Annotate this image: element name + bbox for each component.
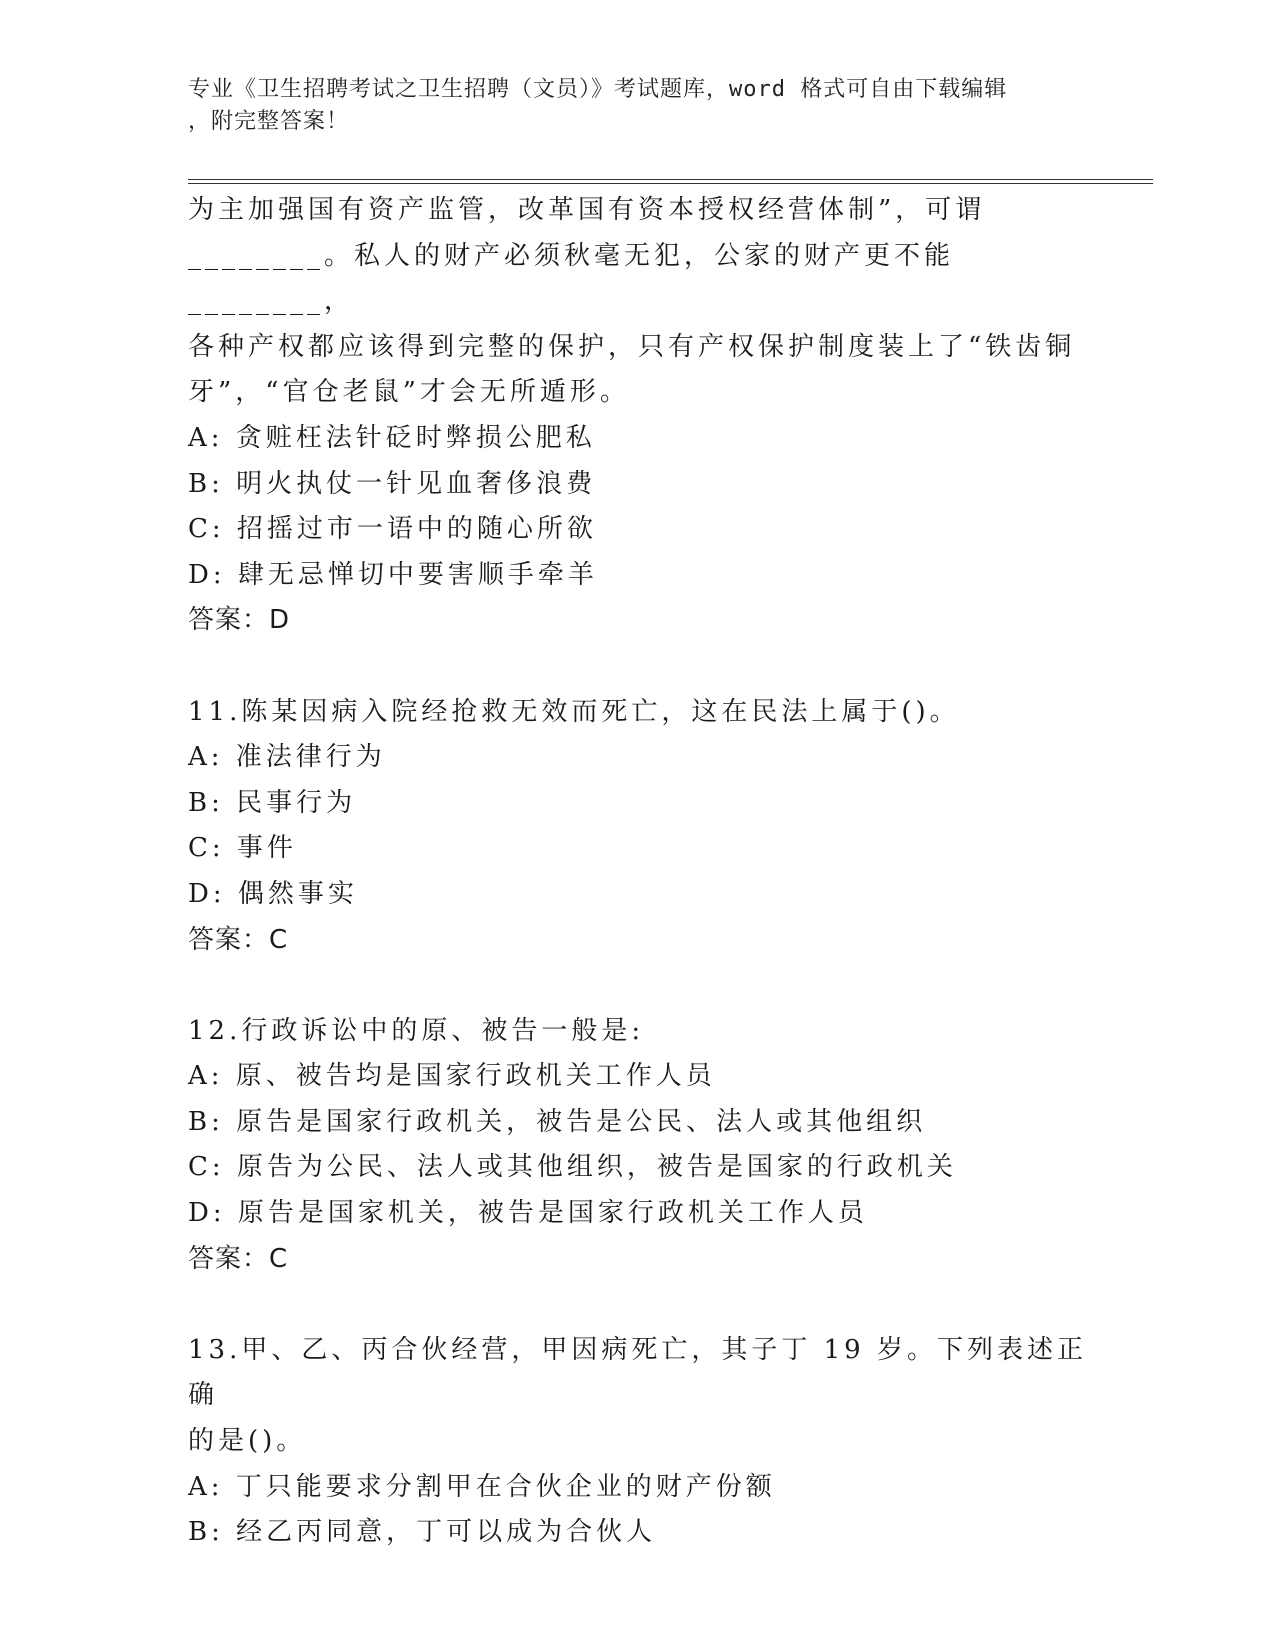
spacer [188, 1282, 1088, 1328]
question-10-option-d: D: 肆无忌惮切中要害顺手牵羊 [188, 559, 598, 590]
question-10-text-line: ________。私人的财产必须秋毫无犯，公家的财产更不能________， [188, 240, 955, 317]
question-13-option-a: A: 丁只能要求分割甲在合伙企业的财产份额 [188, 1471, 776, 1502]
header-title-line-1: 专业《卫生招聘考试之卫生招聘（文员）》考试题库，word 格式可自由下载编辑 [188, 77, 1008, 102]
question-12-answer: 答案：C [188, 1243, 289, 1274]
question-10-text-line: 牙”，“官仓老鼠”才会无所遁形。 [188, 377, 630, 408]
header-divider-bottom [188, 183, 1153, 184]
question-10-option-a: A: 贪赃枉法针砭时弊损公肥私 [188, 422, 596, 453]
question-content [188, 188, 1088, 1556]
question-11-option-a: A: 准法律行为 [188, 742, 386, 773]
header-divider-top [188, 179, 1153, 180]
question-12-option-d: D: 原告是国家机关，被告是国家行政机关工作人员 [188, 1198, 868, 1229]
spacer [188, 644, 1088, 690]
question-12-option-b: B: 原告是国家行政机关，被告是公民、法人或其他组织 [188, 1106, 927, 1137]
question-11-text: 11.陈某因病入院经抢救无效而死亡，这在民法上属于()。 [188, 696, 960, 727]
question-13-text-line: 的是()。 [188, 1426, 307, 1457]
document-header [188, 74, 1088, 138]
question-10-answer: 答案：D [188, 605, 291, 636]
question-10-text-line: 为主加强国有资产监管，改革国有资本授权经营体制”，可谓 [188, 195, 986, 225]
question-11-option-b: B: 民事行为 [188, 787, 357, 818]
spacer [188, 963, 1088, 1009]
question-11-option-d: D: 偶然事实 [188, 878, 358, 909]
question-10-option-c: C: 招摇过市一语中的随心所欲 [188, 514, 597, 545]
question-13-option-b: B: 经乙丙同意，丁可以成为合伙人 [188, 1517, 657, 1548]
question-10 [188, 188, 1088, 644]
question-12-option-c: C: 原告为公民、法人或其他组织，被告是国家的行政机关 [188, 1152, 957, 1183]
question-11 [188, 690, 1088, 964]
header-title-line-2: ，附完整答案！ [188, 109, 350, 134]
question-11-option-c: C: 事件 [188, 833, 297, 864]
question-12 [188, 1009, 1088, 1283]
question-13 [188, 1328, 1088, 1556]
question-11-answer: 答案：C [188, 924, 289, 955]
question-12-text: 12.行政诉讼中的原、被告一般是: [188, 1015, 645, 1046]
question-13-text-line: 13.甲、乙、丙合伙经营，甲因病死亡，其子丁 19 岁。下列表述正确 [188, 1334, 1087, 1411]
question-10-option-b: B: 明火执仗一针见血奢侈浪费 [188, 468, 597, 499]
question-10-text-line: 各种产权都应该得到完整的保护，只有产权保护制度装上了“铁齿铜 [188, 331, 1076, 362]
question-12-option-a: A: 原、被告均是国家行政机关工作人员 [188, 1061, 716, 1092]
